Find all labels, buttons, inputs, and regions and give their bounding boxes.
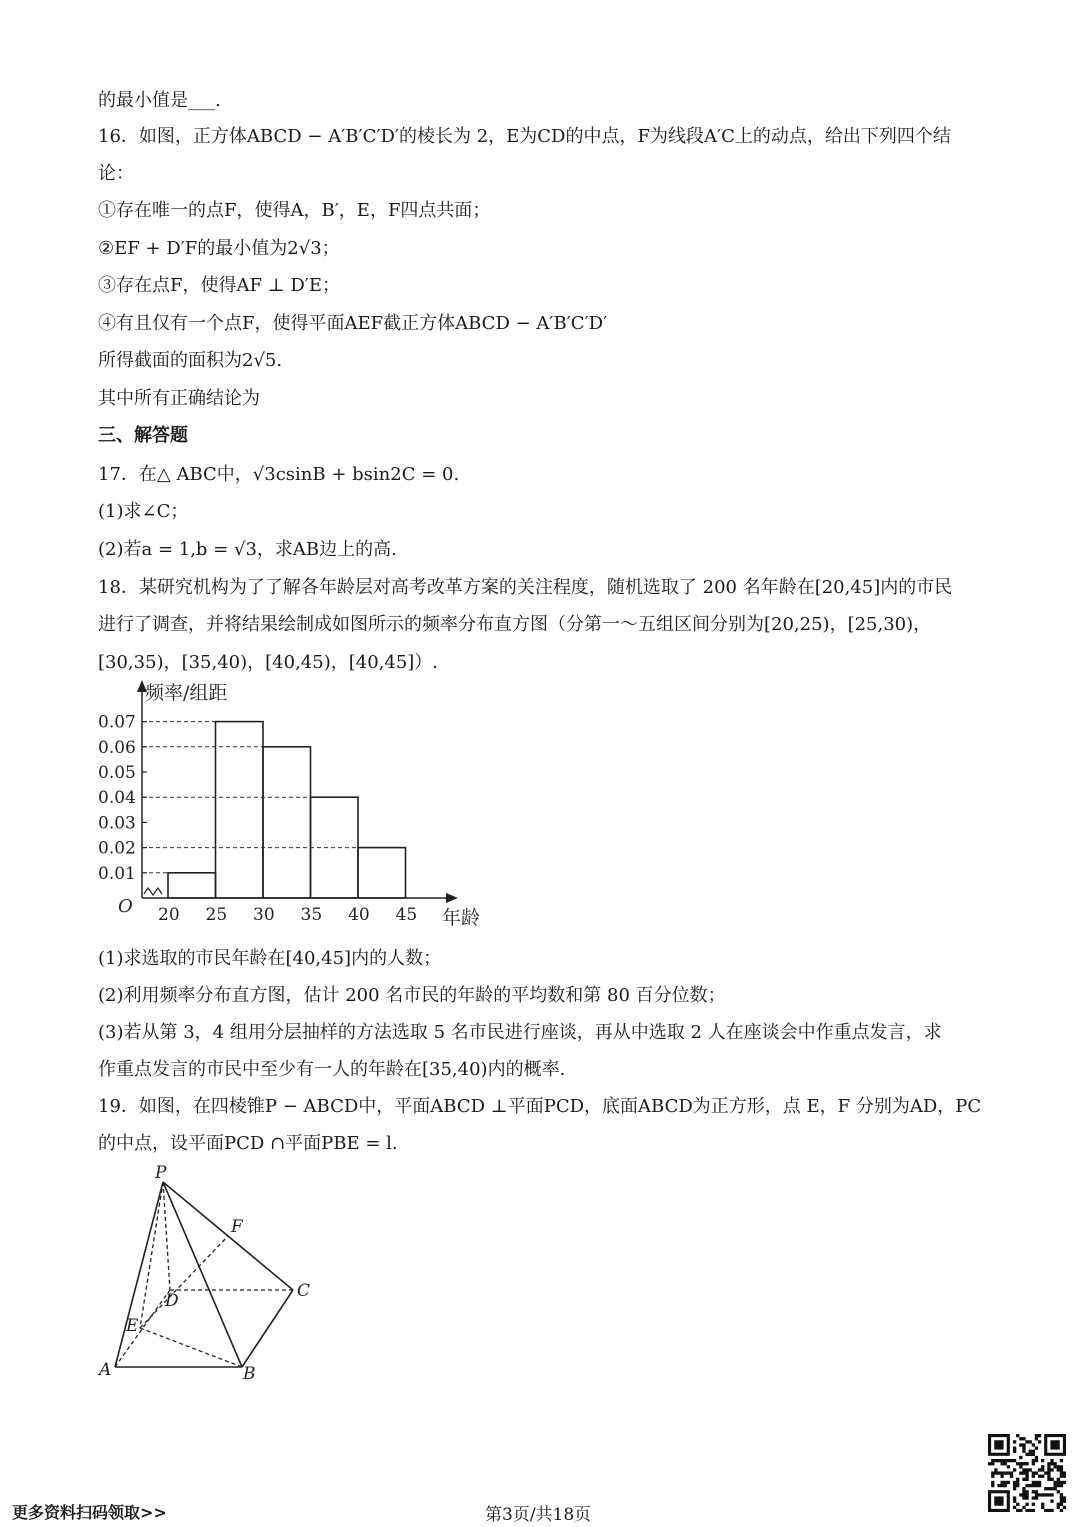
pyramid-diagram [95, 1160, 325, 1385]
statement-3: ③存在点F，使得AF ⊥ D′E； [98, 275, 341, 296]
y-tick-label: 0.06 [98, 737, 136, 758]
histogram-bar [358, 848, 406, 898]
text-line: 作重点发言的市民中至少有一人的年龄在[35,40)内的概率. [98, 1059, 566, 1080]
question-18-part-3: (3)若从第 3，4 组用分层抽样的方法选取 5 名市民进行座谈，再从中选取 2 人在座谈会中作重点发言，求 [98, 1022, 942, 1043]
axis-break [144, 888, 162, 895]
text-line: 的中点，设平面PCD ∩平面PBE = l. [98, 1133, 398, 1154]
edge-PB [163, 1182, 242, 1367]
x-tick-label: 45 [395, 905, 418, 925]
label-A: A [99, 1360, 112, 1380]
section-heading: 三、解答题 [98, 425, 188, 446]
frequency-histogram [90, 676, 490, 932]
label-P: P [155, 1163, 167, 1183]
x-tick-label: 40 [348, 905, 370, 925]
edge-PA [115, 1182, 163, 1367]
text-line: 的最小值是___. [98, 90, 221, 111]
text-line: 其中所有正确结论为 [98, 388, 260, 409]
y-axis-label: 频率/组距 [145, 682, 228, 704]
question-18-part-2: (2)利用频率分布直方图，估计 200 名市民的年龄的平均数和第 80 百分位数； [98, 985, 726, 1006]
histogram-bar [263, 747, 311, 898]
label-B: B [243, 1364, 256, 1384]
text-line: [30,35)，[35,40)，[40,45)，[40,45]）. [98, 652, 439, 673]
text-line: 进行了调查，并将结果绘制成如图所示的频率分布直方图（分第一～五组区间分别为[20,25)，[25,30)， [98, 614, 932, 635]
text-line: 所得截面的面积为2√5. [98, 350, 283, 371]
histogram-bar [216, 722, 264, 898]
question-18: 18．某研究机构为了了解各年龄层对高考改革方案的关注程度，随机选取了 200 名年龄在[20,45]内的市民 [98, 577, 953, 598]
question-16: 16．如图，正方体ABCD − A′B′C′D′的棱长为 2，E为CD的中点，F为线段A′C上的动点，给出下列四个结 [98, 126, 951, 147]
footer-promo-text: 更多资料扫码领取>> [12, 1503, 167, 1522]
statement-4: ④有且仅有一个点F，使得平面AEF截正方体ABCD − A′B′C′D′ [98, 313, 608, 334]
y-tick-label: 0.04 [98, 788, 136, 809]
label-C: C [297, 1281, 311, 1301]
edge-PD [163, 1182, 170, 1290]
text-line: 论： [98, 163, 134, 184]
y-tick-label: 0.01 [98, 863, 136, 884]
x-tick-label: 25 [205, 905, 228, 925]
x-tick-label: 35 [300, 905, 323, 925]
label-E: E [126, 1316, 139, 1336]
x-axis-label: 年龄 [442, 907, 481, 929]
statement-2: ②EF + D′F的最小值为2√3； [98, 238, 340, 259]
y-tick-label: 0.03 [98, 813, 136, 834]
question-19: 19．如图，在四棱锥P − ABCD中，平面ABCD ⊥平面PCD，底面ABCD为正方形，点 E，F 分别为AD，PC [98, 1096, 982, 1117]
question-17: 17．在△ ABC中，√3csinB + bsin2C = 0. [98, 464, 460, 485]
y-tick-label: 0.05 [98, 763, 136, 783]
y-tick-label: 0.02 [98, 838, 136, 859]
x-tick-label: 30 [253, 905, 275, 925]
qr-code [988, 1434, 1066, 1512]
edge-EB [140, 1328, 242, 1367]
question-18-part-1: (1)求选取的市民年龄在[40,45]内的人数； [98, 948, 442, 969]
origin-label: O [118, 896, 133, 917]
x-axis-arrow [446, 893, 458, 903]
page-number: 第3页/共18页 [485, 1505, 592, 1525]
label-F: F [231, 1217, 243, 1237]
x-tick-label: 20 [158, 905, 180, 925]
statement-1: ①存在唯一的点F，使得A，B′，E，F四点共面； [98, 200, 491, 221]
y-tick-label: 0.07 [98, 712, 136, 733]
question-17-part-1: (1)求∠C； [98, 501, 189, 522]
label-D: D [165, 1291, 179, 1311]
histogram-bar [168, 873, 216, 898]
question-17-part-2: (2)若a = 1,b = √3，求AB边上的高. [98, 539, 397, 560]
edge-BC [242, 1290, 293, 1367]
